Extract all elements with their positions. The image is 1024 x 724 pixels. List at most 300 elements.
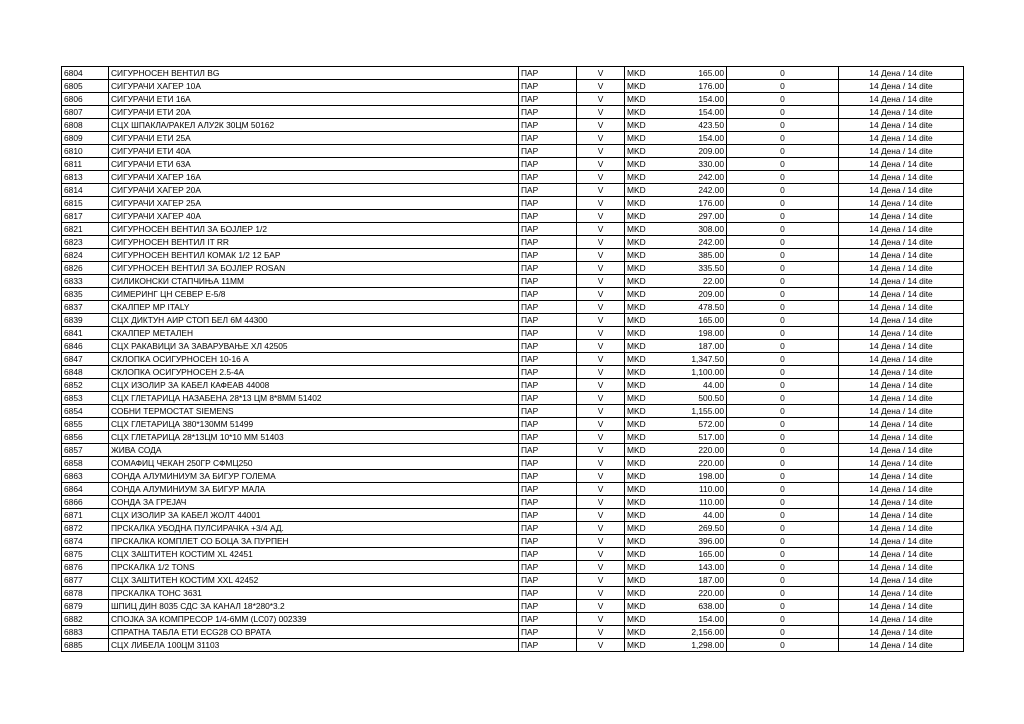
table-row xyxy=(62,587,964,600)
vat-flag-cell: V xyxy=(577,119,625,132)
table-row xyxy=(62,210,964,223)
currency-cell: MKD xyxy=(625,366,675,379)
unit-cell: ПАР xyxy=(519,431,577,444)
price-cell: 143.00 xyxy=(675,561,727,574)
vat-flag-cell: V xyxy=(577,288,625,301)
quantity-cell: 0 xyxy=(727,548,839,561)
price-cell: 176.00 xyxy=(675,80,727,93)
item-name-cell: ЖИВА СОДА xyxy=(109,444,519,457)
currency-cell: MKD xyxy=(625,561,675,574)
vat-flag-cell: V xyxy=(577,418,625,431)
table-row xyxy=(62,314,964,327)
quantity-cell: 0 xyxy=(727,223,839,236)
price-cell: 220.00 xyxy=(675,587,727,600)
table-body xyxy=(62,67,964,652)
table-row xyxy=(62,275,964,288)
quantity-cell: 0 xyxy=(727,262,839,275)
unit-cell: ПАР xyxy=(519,223,577,236)
item-code-cell: 6856 xyxy=(62,431,109,444)
table-row xyxy=(62,496,964,509)
quantity-cell: 0 xyxy=(727,600,839,613)
item-code-cell: 6877 xyxy=(62,574,109,587)
unit-cell: ПАР xyxy=(519,626,577,639)
quantity-cell: 0 xyxy=(727,418,839,431)
quantity-cell: 0 xyxy=(727,171,839,184)
vat-flag-cell: V xyxy=(577,405,625,418)
quantity-cell: 0 xyxy=(727,236,839,249)
price-cell: 1,298.00 xyxy=(675,639,727,652)
item-code-cell: 6806 xyxy=(62,93,109,106)
delivery-term-cell: 14 Дена / 14 dite xyxy=(839,262,964,275)
vat-flag-cell: V xyxy=(577,158,625,171)
item-code-cell: 6858 xyxy=(62,457,109,470)
price-cell: 1,347.50 xyxy=(675,353,727,366)
item-name-cell: СЦХ РАКАВИЦИ ЗА ЗАВАРУВАЊЕ ХЛ 42505 xyxy=(109,340,519,353)
unit-cell: ПАР xyxy=(519,483,577,496)
table-row xyxy=(62,301,964,314)
price-cell: 176.00 xyxy=(675,197,727,210)
currency-cell: MKD xyxy=(625,262,675,275)
price-cell: 1,100.00 xyxy=(675,366,727,379)
quantity-cell: 0 xyxy=(727,522,839,535)
item-code-cell: 6879 xyxy=(62,600,109,613)
delivery-term-cell: 14 Дена / 14 dite xyxy=(839,522,964,535)
vat-flag-cell: V xyxy=(577,483,625,496)
vat-flag-cell: V xyxy=(577,600,625,613)
item-code-cell: 6852 xyxy=(62,379,109,392)
item-name-cell: СИГУРАЧИ ЕТИ 25А xyxy=(109,132,519,145)
unit-cell: ПАР xyxy=(519,561,577,574)
price-cell: 209.00 xyxy=(675,145,727,158)
item-code-cell: 6866 xyxy=(62,496,109,509)
unit-cell: ПАР xyxy=(519,314,577,327)
vat-flag-cell: V xyxy=(577,587,625,600)
currency-cell: MKD xyxy=(625,457,675,470)
quantity-cell: 0 xyxy=(727,483,839,496)
item-code-cell: 6824 xyxy=(62,249,109,262)
item-code-cell: 6841 xyxy=(62,327,109,340)
price-cell: 638.00 xyxy=(675,600,727,613)
price-cell: 187.00 xyxy=(675,574,727,587)
item-code-cell: 6815 xyxy=(62,197,109,210)
item-code-cell: 6821 xyxy=(62,223,109,236)
delivery-term-cell: 14 Дена / 14 dite xyxy=(839,184,964,197)
price-cell: 220.00 xyxy=(675,444,727,457)
currency-cell: MKD xyxy=(625,613,675,626)
quantity-cell: 0 xyxy=(727,145,839,158)
quantity-cell: 0 xyxy=(727,184,839,197)
unit-cell: ПАР xyxy=(519,158,577,171)
vat-flag-cell: V xyxy=(577,210,625,223)
table-row xyxy=(62,184,964,197)
unit-cell: ПАР xyxy=(519,327,577,340)
item-code-cell: 6853 xyxy=(62,392,109,405)
unit-cell: ПАР xyxy=(519,600,577,613)
price-cell: 500.50 xyxy=(675,392,727,405)
unit-cell: ПАР xyxy=(519,639,577,652)
price-cell: 308.00 xyxy=(675,223,727,236)
currency-cell: MKD xyxy=(625,197,675,210)
table-row xyxy=(62,522,964,535)
vat-flag-cell: V xyxy=(577,561,625,574)
item-code-cell: 6835 xyxy=(62,288,109,301)
currency-cell: MKD xyxy=(625,301,675,314)
unit-cell: ПАР xyxy=(519,301,577,314)
table-row xyxy=(62,639,964,652)
delivery-term-cell: 14 Дена / 14 dite xyxy=(839,457,964,470)
delivery-term-cell: 14 Дена / 14 dite xyxy=(839,366,964,379)
item-code-cell: 6814 xyxy=(62,184,109,197)
item-name-cell: СЦХ ЗАШТИТЕН КОСТИМ XL 42451 xyxy=(109,548,519,561)
quantity-cell: 0 xyxy=(727,574,839,587)
vat-flag-cell: V xyxy=(577,106,625,119)
unit-cell: ПАР xyxy=(519,171,577,184)
currency-cell: MKD xyxy=(625,327,675,340)
item-name-cell: ПРСКАЛКА ТОНС 3631 xyxy=(109,587,519,600)
item-name-cell: СИГУРАЧИ ХАГЕР 40А xyxy=(109,210,519,223)
item-name-cell: СИЛИКОНСКИ СТАПЧИЊА 11ММ xyxy=(109,275,519,288)
item-name-cell: СИГУРАЧИ ХАГЕР 16А xyxy=(109,171,519,184)
unit-cell: ПАР xyxy=(519,288,577,301)
item-code-cell: 6864 xyxy=(62,483,109,496)
delivery-term-cell: 14 Дена / 14 dite xyxy=(839,275,964,288)
item-name-cell: СКАЛПЕР МЕТАЛЕН xyxy=(109,327,519,340)
item-code-cell: 6839 xyxy=(62,314,109,327)
item-code-cell: 6872 xyxy=(62,522,109,535)
table-row xyxy=(62,93,964,106)
unit-cell: ПАР xyxy=(519,249,577,262)
currency-cell: MKD xyxy=(625,236,675,249)
delivery-term-cell: 14 Дена / 14 dite xyxy=(839,119,964,132)
quantity-cell: 0 xyxy=(727,457,839,470)
quantity-cell: 0 xyxy=(727,496,839,509)
delivery-term-cell: 14 Дена / 14 dite xyxy=(839,301,964,314)
item-name-cell: СОБНИ ТЕРМОСТАТ SIEMENS xyxy=(109,405,519,418)
price-cell: 110.00 xyxy=(675,483,727,496)
delivery-term-cell: 14 Дена / 14 dite xyxy=(839,210,964,223)
table-row xyxy=(62,600,964,613)
unit-cell: ПАР xyxy=(519,132,577,145)
item-code-cell: 6804 xyxy=(62,67,109,80)
delivery-term-cell: 14 Дена / 14 dite xyxy=(839,639,964,652)
delivery-term-cell: 14 Дена / 14 dite xyxy=(839,626,964,639)
price-cell: 572.00 xyxy=(675,418,727,431)
vat-flag-cell: V xyxy=(577,379,625,392)
currency-cell: MKD xyxy=(625,93,675,106)
currency-cell: MKD xyxy=(625,223,675,236)
item-name-cell: СОМАФИЦ ЧЕКАН 250ГР СФМЦ250 xyxy=(109,457,519,470)
quantity-cell: 0 xyxy=(727,613,839,626)
item-name-cell: СПОЈКА ЗА КОМПРЕСОР 1/4-6ММ (LC07) 002339 xyxy=(109,613,519,626)
currency-cell: MKD xyxy=(625,587,675,600)
quantity-cell: 0 xyxy=(727,106,839,119)
unit-cell: ПАР xyxy=(519,119,577,132)
table-row xyxy=(62,613,964,626)
vat-flag-cell: V xyxy=(577,301,625,314)
vat-flag-cell: V xyxy=(577,496,625,509)
item-code-cell: 6882 xyxy=(62,613,109,626)
item-code-cell: 6875 xyxy=(62,548,109,561)
delivery-term-cell: 14 Дена / 14 dite xyxy=(839,171,964,184)
item-name-cell: СЦХ ЛИБЕЛА 100ЦМ 31103 xyxy=(109,639,519,652)
currency-cell: MKD xyxy=(625,210,675,223)
vat-flag-cell: V xyxy=(577,67,625,80)
price-cell: 165.00 xyxy=(675,548,727,561)
vat-flag-cell: V xyxy=(577,262,625,275)
currency-cell: MKD xyxy=(625,340,675,353)
currency-cell: MKD xyxy=(625,171,675,184)
item-name-cell: ПРСКАЛКА КОМПЛЕТ СО БОЦА ЗА ПУРПЕН xyxy=(109,535,519,548)
delivery-term-cell: 14 Дена / 14 dite xyxy=(839,431,964,444)
price-cell: 154.00 xyxy=(675,93,727,106)
quantity-cell: 0 xyxy=(727,535,839,548)
table-row xyxy=(62,379,964,392)
delivery-term-cell: 14 Дена / 14 dite xyxy=(839,340,964,353)
item-name-cell: СИГУРАЧИ ХАГЕР 10А xyxy=(109,80,519,93)
table-row xyxy=(62,366,964,379)
vat-flag-cell: V xyxy=(577,639,625,652)
unit-cell: ПАР xyxy=(519,535,577,548)
delivery-term-cell: 14 Дена / 14 dite xyxy=(839,145,964,158)
unit-cell: ПАР xyxy=(519,106,577,119)
quantity-cell: 0 xyxy=(727,392,839,405)
currency-cell: MKD xyxy=(625,132,675,145)
table-row xyxy=(62,145,964,158)
price-cell: 220.00 xyxy=(675,457,727,470)
item-code-cell: 6846 xyxy=(62,340,109,353)
item-name-cell: СЦХ ГЛЕТАРИЦА 380*130ММ 51499 xyxy=(109,418,519,431)
item-name-cell: СКАЛПЕР MP ITALY xyxy=(109,301,519,314)
price-cell: 44.00 xyxy=(675,379,727,392)
table-row xyxy=(62,405,964,418)
unit-cell: ПАР xyxy=(519,366,577,379)
item-code-cell: 6833 xyxy=(62,275,109,288)
quantity-cell: 0 xyxy=(727,275,839,288)
item-code-cell: 6813 xyxy=(62,171,109,184)
unit-cell: ПАР xyxy=(519,262,577,275)
quantity-cell: 0 xyxy=(727,444,839,457)
unit-cell: ПАР xyxy=(519,145,577,158)
delivery-term-cell: 14 Дена / 14 dite xyxy=(839,379,964,392)
quantity-cell: 0 xyxy=(727,626,839,639)
currency-cell: MKD xyxy=(625,67,675,80)
quantity-cell: 0 xyxy=(727,587,839,600)
unit-cell: ПАР xyxy=(519,353,577,366)
unit-cell: ПАР xyxy=(519,470,577,483)
price-cell: 165.00 xyxy=(675,67,727,80)
unit-cell: ПАР xyxy=(519,444,577,457)
currency-cell: MKD xyxy=(625,288,675,301)
table-row xyxy=(62,197,964,210)
item-name-cell: СЦХ ДИКТУН АИР СТОП БЕЛ 6М 44300 xyxy=(109,314,519,327)
quantity-cell: 0 xyxy=(727,470,839,483)
vat-flag-cell: V xyxy=(577,223,625,236)
item-code-cell: 6854 xyxy=(62,405,109,418)
item-code-cell: 6878 xyxy=(62,587,109,600)
vat-flag-cell: V xyxy=(577,535,625,548)
unit-cell: ПАР xyxy=(519,340,577,353)
price-cell: 396.00 xyxy=(675,535,727,548)
currency-cell: MKD xyxy=(625,80,675,93)
unit-cell: ПАР xyxy=(519,522,577,535)
unit-cell: ПАР xyxy=(519,236,577,249)
delivery-term-cell: 14 Дена / 14 dite xyxy=(839,496,964,509)
currency-cell: MKD xyxy=(625,314,675,327)
item-name-cell: ШПИЦ ДИН 8035 СДС ЗА КАНАЛ 18*280*3.2 xyxy=(109,600,519,613)
item-name-cell: СИГУРАЧИ ЕТИ 16А xyxy=(109,93,519,106)
quantity-cell: 0 xyxy=(727,119,839,132)
quantity-cell: 0 xyxy=(727,67,839,80)
item-name-cell: ПРСКАЛКА УБОДНА ПУЛСИРАЧКА +3/4 АД. xyxy=(109,522,519,535)
price-cell: 209.00 xyxy=(675,288,727,301)
currency-cell: MKD xyxy=(625,444,675,457)
delivery-term-cell: 14 Дена / 14 dite xyxy=(839,574,964,587)
price-cell: 385.00 xyxy=(675,249,727,262)
quantity-cell: 0 xyxy=(727,288,839,301)
item-name-cell: СЦХ ИЗОЛИР ЗА КАБЕЛ КАФЕАВ 44008 xyxy=(109,379,519,392)
currency-cell: MKD xyxy=(625,535,675,548)
price-cell: 297.00 xyxy=(675,210,727,223)
unit-cell: ПАР xyxy=(519,405,577,418)
vat-flag-cell: V xyxy=(577,431,625,444)
delivery-term-cell: 14 Дена / 14 dite xyxy=(839,314,964,327)
quantity-cell: 0 xyxy=(727,366,839,379)
unit-cell: ПАР xyxy=(519,509,577,522)
vat-flag-cell: V xyxy=(577,392,625,405)
quantity-cell: 0 xyxy=(727,249,839,262)
vat-flag-cell: V xyxy=(577,327,625,340)
price-cell: 242.00 xyxy=(675,184,727,197)
vat-flag-cell: V xyxy=(577,197,625,210)
currency-cell: MKD xyxy=(625,548,675,561)
item-name-cell: СКЛОПКА ОСИГУРНОСЕН 2.5-4А xyxy=(109,366,519,379)
unit-cell: ПАР xyxy=(519,574,577,587)
unit-cell: ПАР xyxy=(519,613,577,626)
delivery-term-cell: 14 Дена / 14 dite xyxy=(839,249,964,262)
item-name-cell: СИГУРАЧИ ХАГЕР 25А xyxy=(109,197,519,210)
unit-cell: ПАР xyxy=(519,93,577,106)
vat-flag-cell: V xyxy=(577,171,625,184)
item-name-cell: СЦХ ЗАШТИТЕН КОСТИМ XXL 42452 xyxy=(109,574,519,587)
price-cell: 2,156.00 xyxy=(675,626,727,639)
item-code-cell: 6823 xyxy=(62,236,109,249)
quantity-cell: 0 xyxy=(727,353,839,366)
table-row xyxy=(62,548,964,561)
quantity-cell: 0 xyxy=(727,561,839,574)
currency-cell: MKD xyxy=(625,574,675,587)
item-name-cell: СИГУРАЧИ ЕТИ 20А xyxy=(109,106,519,119)
item-name-cell: СИГУРНОСЕН ВЕНТИЛ ЗА БОЈЛЕР ROSAN xyxy=(109,262,519,275)
table-row xyxy=(62,561,964,574)
quantity-cell: 0 xyxy=(727,431,839,444)
vat-flag-cell: V xyxy=(577,145,625,158)
vat-flag-cell: V xyxy=(577,366,625,379)
delivery-term-cell: 14 Дена / 14 dite xyxy=(839,418,964,431)
price-cell: 22.00 xyxy=(675,275,727,288)
currency-cell: MKD xyxy=(625,249,675,262)
item-name-cell: СОНДА АЛУМИНИУМ ЗА БИГУР МАЛА xyxy=(109,483,519,496)
price-cell: 165.00 xyxy=(675,314,727,327)
delivery-term-cell: 14 Дена / 14 dite xyxy=(839,288,964,301)
vat-flag-cell: V xyxy=(577,522,625,535)
item-name-cell: СИГУРАЧИ ЕТИ 40А xyxy=(109,145,519,158)
vat-flag-cell: V xyxy=(577,249,625,262)
quantity-cell: 0 xyxy=(727,314,839,327)
quantity-cell: 0 xyxy=(727,93,839,106)
vat-flag-cell: V xyxy=(577,184,625,197)
table-row xyxy=(62,223,964,236)
table-row xyxy=(62,327,964,340)
table-row xyxy=(62,470,964,483)
item-name-cell: СЦХ ГЛЕТАРИЦА НАЗАБЕНА 28*13 ЦМ 8*8ММ 51402 xyxy=(109,392,519,405)
quantity-cell: 0 xyxy=(727,639,839,652)
item-name-cell: СИГУРНОСЕН ВЕНТИЛ КОМАК 1/2 12 БАР xyxy=(109,249,519,262)
currency-cell: MKD xyxy=(625,639,675,652)
delivery-term-cell: 14 Дена / 14 dite xyxy=(839,405,964,418)
delivery-term-cell: 14 Дена / 14 dite xyxy=(839,106,964,119)
unit-cell: ПАР xyxy=(519,548,577,561)
price-cell: 242.00 xyxy=(675,236,727,249)
delivery-term-cell: 14 Дена / 14 dite xyxy=(839,327,964,340)
item-code-cell: 6847 xyxy=(62,353,109,366)
delivery-term-cell: 14 Дена / 14 dite xyxy=(839,392,964,405)
vat-flag-cell: V xyxy=(577,93,625,106)
currency-cell: MKD xyxy=(625,418,675,431)
unit-cell: ПАР xyxy=(519,587,577,600)
delivery-term-cell: 14 Дена / 14 dite xyxy=(839,587,964,600)
table-row xyxy=(62,67,964,80)
delivery-term-cell: 14 Дена / 14 dite xyxy=(839,444,964,457)
item-code-cell: 6874 xyxy=(62,535,109,548)
table-row xyxy=(62,158,964,171)
vat-flag-cell: V xyxy=(577,626,625,639)
item-name-cell: СИГУРНОСЕН ВЕНТИЛ ЗА БОЈЛЕР 1/2 xyxy=(109,223,519,236)
table-row xyxy=(62,392,964,405)
unit-cell: ПАР xyxy=(519,275,577,288)
currency-cell: MKD xyxy=(625,496,675,509)
table-row xyxy=(62,262,964,275)
table-row xyxy=(62,132,964,145)
table-row xyxy=(62,249,964,262)
vat-flag-cell: V xyxy=(577,548,625,561)
price-cell: 187.00 xyxy=(675,340,727,353)
price-cell: 154.00 xyxy=(675,106,727,119)
vat-flag-cell: V xyxy=(577,236,625,249)
item-name-cell: СПРАТНА ТАБЛА ЕТИ ECG28 СО ВРАТА xyxy=(109,626,519,639)
item-code-cell: 6857 xyxy=(62,444,109,457)
item-code-cell: 6883 xyxy=(62,626,109,639)
table-row xyxy=(62,444,964,457)
price-cell: 517.00 xyxy=(675,431,727,444)
item-code-cell: 6805 xyxy=(62,80,109,93)
vat-flag-cell: V xyxy=(577,353,625,366)
delivery-term-cell: 14 Дена / 14 dite xyxy=(839,223,964,236)
item-name-cell: СИГУРАЧИ ЕТИ 63А xyxy=(109,158,519,171)
quantity-cell: 0 xyxy=(727,340,839,353)
item-code-cell: 6826 xyxy=(62,262,109,275)
delivery-term-cell: 14 Дена / 14 dite xyxy=(839,483,964,496)
price-cell: 198.00 xyxy=(675,470,727,483)
delivery-term-cell: 14 Дена / 14 dite xyxy=(839,509,964,522)
delivery-term-cell: 14 Дена / 14 dite xyxy=(839,158,964,171)
item-name-cell: ПРСКАЛКА 1/2 TONS xyxy=(109,561,519,574)
price-cell: 478.50 xyxy=(675,301,727,314)
item-code-cell: 6807 xyxy=(62,106,109,119)
item-code-cell: 6855 xyxy=(62,418,109,431)
currency-cell: MKD xyxy=(625,119,675,132)
delivery-term-cell: 14 Дена / 14 dite xyxy=(839,613,964,626)
item-name-cell: СЦХ ГЛЕТАРИЦА 28*13ЦМ 10*10 ММ 51403 xyxy=(109,431,519,444)
